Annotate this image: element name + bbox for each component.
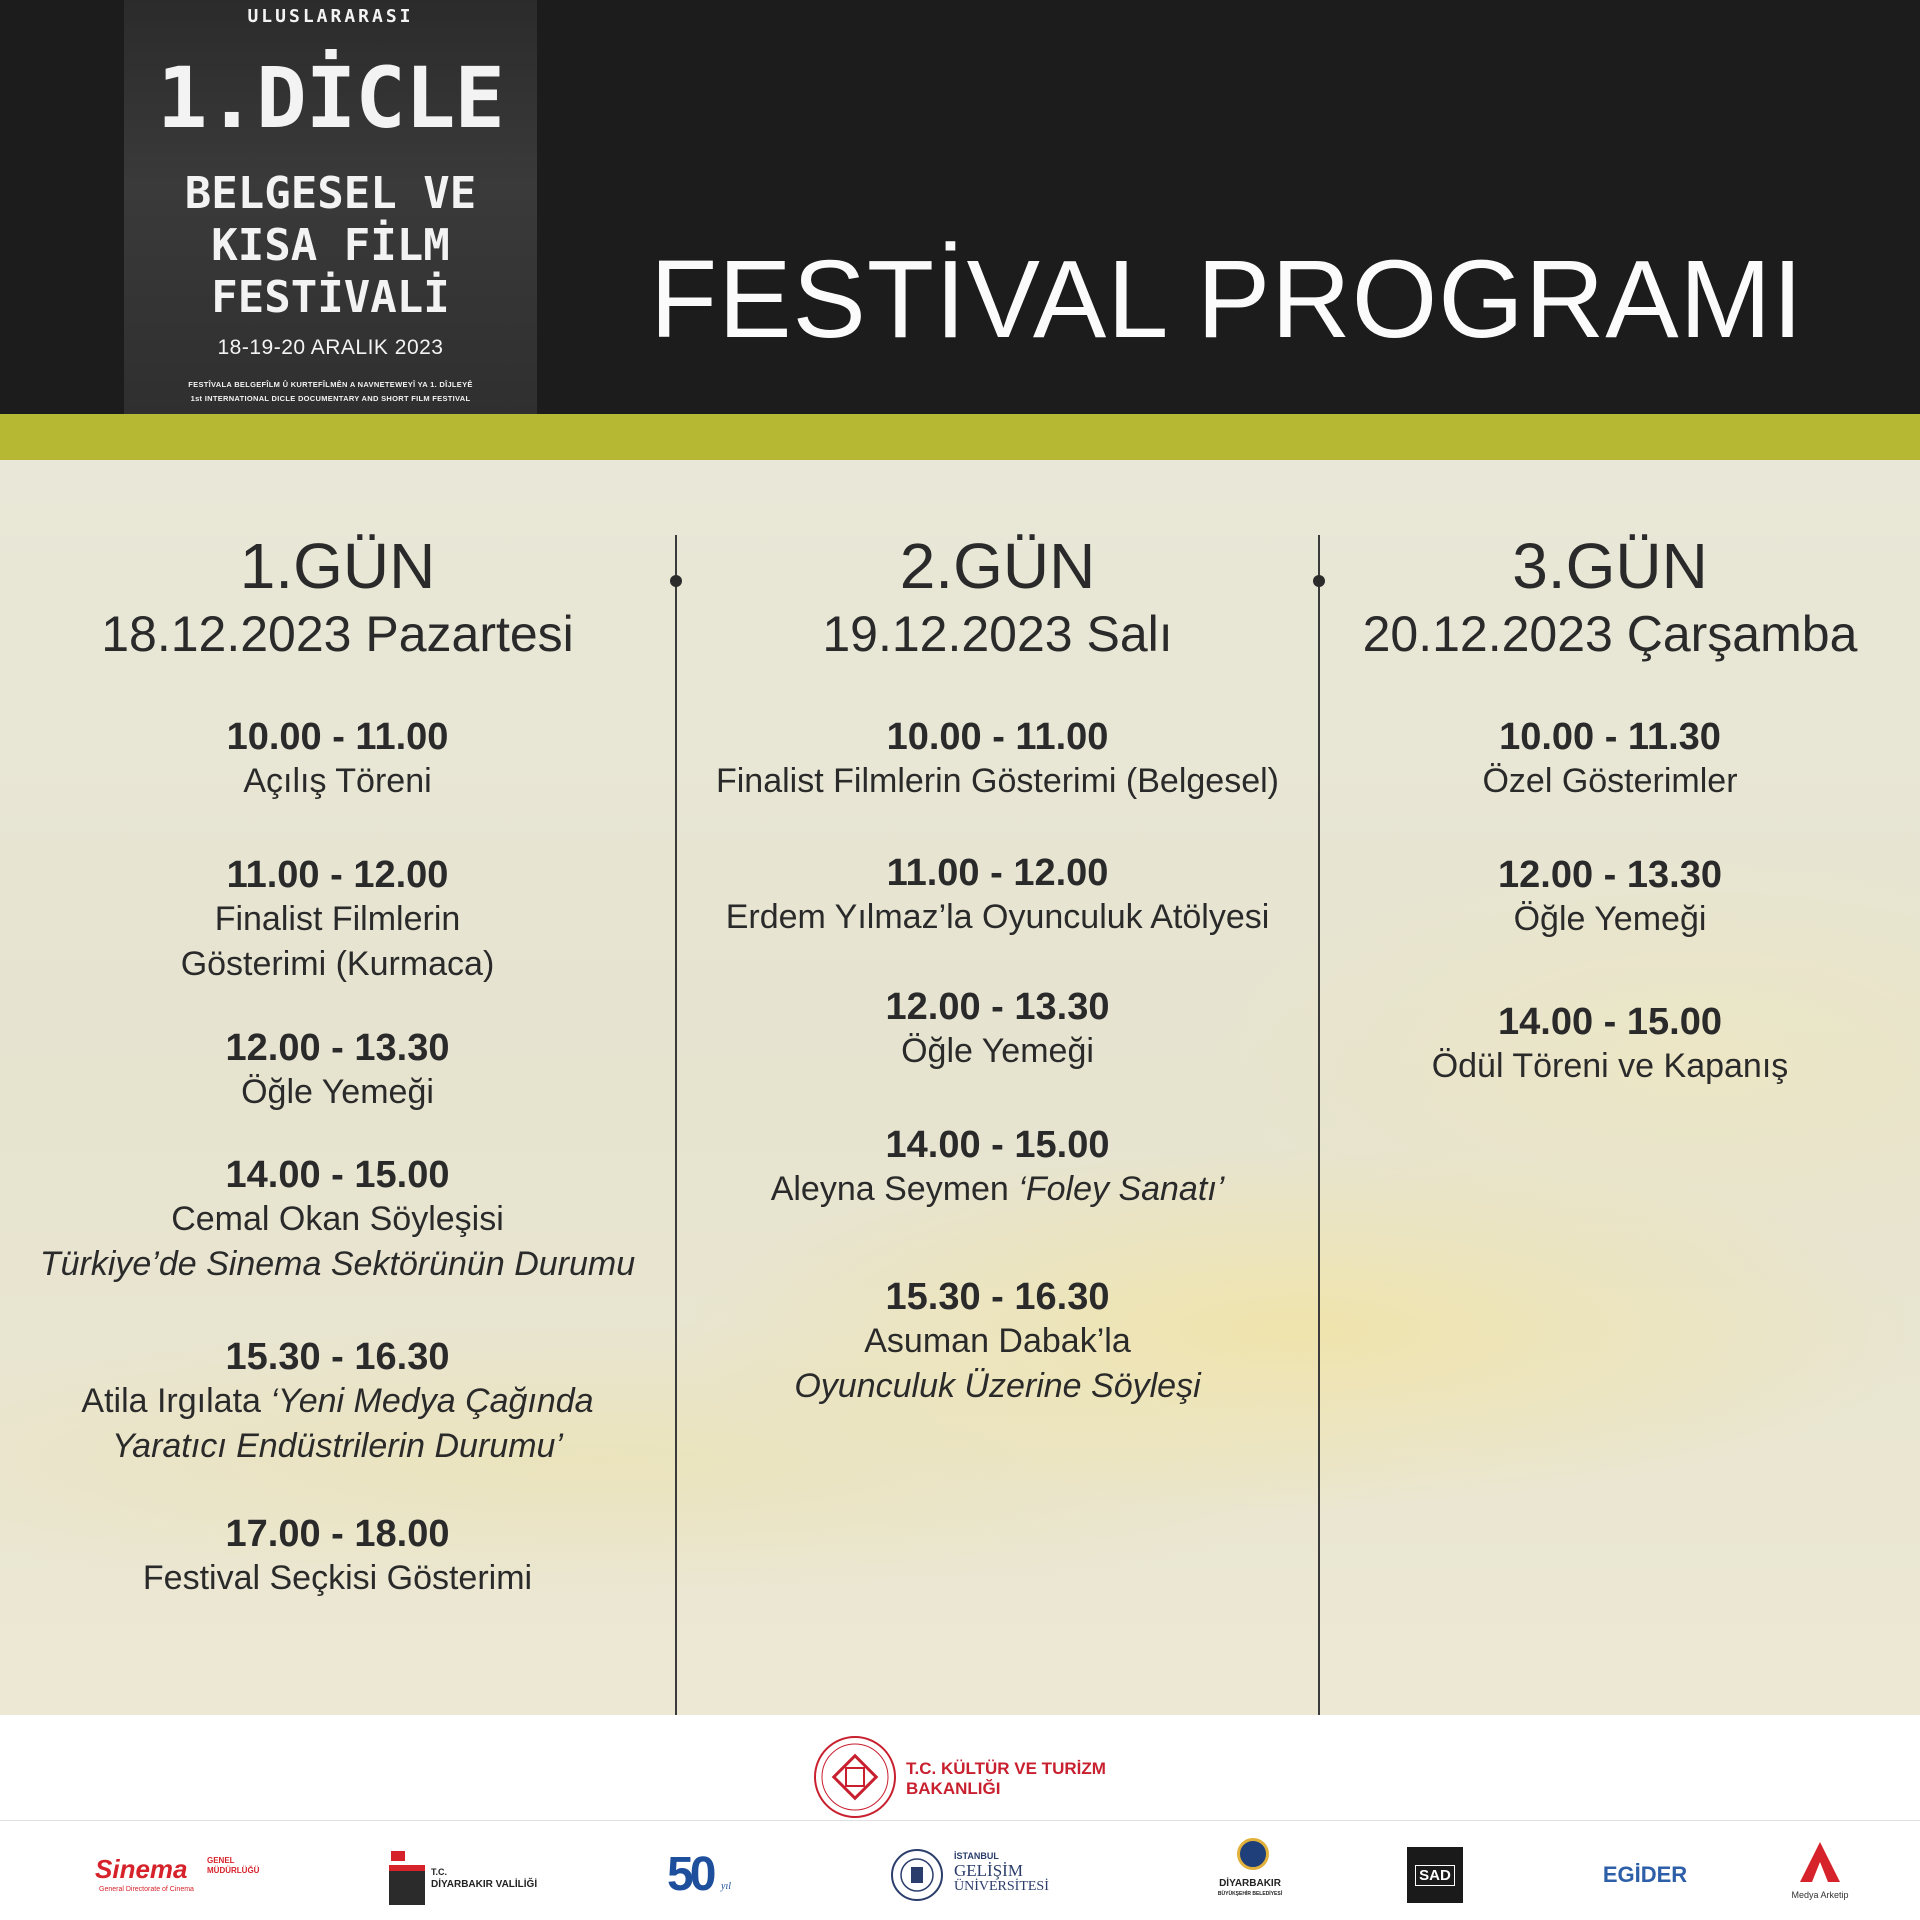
medya-text: Medya Arketip: [1791, 1890, 1849, 1900]
ministry-name-line-1: T.C. KÜLTÜR VE TURİZM: [906, 1759, 1106, 1778]
page-title: FESTİVAL PROGRAMI: [650, 238, 1804, 361]
event-time: 11.00 - 12.00: [226, 854, 449, 896]
sad-logo: [1405, 1835, 1465, 1915]
sinema-mudurlugu: MÜDÜRLÜĞÜ: [207, 1866, 260, 1875]
fifty-year-logo: [660, 1835, 750, 1915]
day-1-label: 1.GÜN: [239, 530, 436, 602]
sad-text: SAD: [1415, 1865, 1455, 1886]
day-2-events: [677, 460, 1318, 1715]
day-2-date: 19.12.2023 Salı: [822, 606, 1173, 662]
diyarbakir-emblem-icon: [1237, 1838, 1269, 1870]
event-subtitle: Yaratıcı Endüstrilerin Durumu’: [112, 1427, 563, 1465]
event-item: [677, 1123, 1318, 1212]
poster-line-3: KISA FİLM: [211, 220, 450, 271]
event-time: 14.00 - 15.00: [885, 1124, 1110, 1166]
arketip-a-icon: [1798, 1840, 1842, 1884]
fifty-sub: yıl: [721, 1881, 731, 1892]
event-title: Cemal Okan Söyleşisi: [171, 1200, 504, 1238]
event-subtitle: Oyunculuk Üzerine Söyleşi: [794, 1367, 1201, 1405]
diyarbakir-name: DİYARBAKIR: [1219, 1878, 1281, 1889]
event-title: Öğle Yemeği: [241, 1073, 434, 1111]
header: [0, 0, 1920, 416]
event-subtitle: Türkiye’de Sinema Sektörünün Durumu: [39, 1245, 636, 1283]
day-3-label: 3.GÜN: [1512, 530, 1708, 602]
ministry-logo: [810, 1727, 1130, 1827]
event-title: Ödül Töreni ve Kapanış: [1431, 1047, 1789, 1085]
event-speaker: Atila Irgılata: [81, 1382, 261, 1420]
event-item: [1320, 715, 1900, 804]
event-time: 12.00 - 13.30: [885, 986, 1110, 1028]
day-2-label: 2.GÜN: [899, 530, 1096, 602]
event-title: Festival Seçkisi Gösterimi: [142, 1559, 533, 1597]
event-time: 14.00 - 15.00: [1498, 1001, 1722, 1043]
event-time: 17.00 - 18.00: [225, 1513, 450, 1555]
event-time: 15.30 - 16.30: [885, 1276, 1110, 1318]
event-item: [0, 715, 675, 804]
event-title: Özel Gösterimler: [1482, 762, 1738, 800]
fifty-number: 50: [667, 1848, 713, 1901]
poster-main-title: 1.DİCLE: [156, 49, 504, 147]
day-1-date: 18.12.2023 Pazartesi: [101, 606, 574, 662]
event-time: 10.00 - 11.00: [886, 716, 1109, 758]
event-item: [1320, 1000, 1900, 1089]
gelisim-seal-icon: [890, 1848, 944, 1902]
event-time: 12.00 - 13.30: [1498, 854, 1722, 896]
event-subtitle: ‘Yeni Medya Çağında: [270, 1382, 594, 1420]
event-time: 10.00 - 11.30: [1499, 716, 1721, 758]
ministry-emblem-icon: [810, 1732, 900, 1822]
flag-icon: [391, 1851, 405, 1861]
event-item: [0, 1153, 675, 1287]
castle-icon: [389, 1865, 425, 1905]
valilik-logo: [385, 1835, 545, 1915]
day-3-events: [1320, 460, 1900, 1715]
event-title: Erdem Yılmaz’la Oyunculuk Atölyesi: [725, 898, 1270, 936]
event-item: [0, 1026, 675, 1115]
valilik-tc: T.C.: [431, 1867, 448, 1877]
sinema-subtitle: General Directorate of Cinema: [99, 1886, 194, 1893]
event-title: Açılış Töreni: [243, 762, 432, 800]
event-item: [677, 851, 1318, 940]
sinema-logo: [95, 1835, 275, 1915]
gelisim-city: İSTANBUL: [954, 1851, 999, 1861]
event-item: [0, 1335, 675, 1469]
program-section: [0, 460, 1920, 1715]
event-title: Öğle Yemeği: [1513, 900, 1707, 938]
poster-small-english: 1st INTERNATIONAL DICLE DOCUMENTARY AND SHORT FILM FESTIVAL: [190, 394, 471, 403]
event-title: Asuman Dabak’la: [864, 1322, 1131, 1360]
diyarbakir-logo: [1190, 1835, 1310, 1915]
egider-logo: [1590, 1835, 1700, 1915]
poster-dates: 18-19-20 ARALIK 2023: [217, 336, 444, 359]
event-item: [677, 1275, 1318, 1409]
event-speaker: Aleyna Seymen: [770, 1170, 1009, 1208]
event-time: 14.00 - 15.00: [225, 1154, 450, 1196]
diyarbakir-sub: BÜYÜKŞEHİR BELEDİYESİ: [1217, 1891, 1283, 1897]
day-3-date: 20.12.2023 Çarşamba: [1362, 606, 1858, 662]
poster-line-2: BELGESEL VE: [184, 168, 477, 219]
event-title: Finalist Filmlerin: [214, 900, 461, 938]
poster-line-4: FESTİVALİ: [211, 272, 450, 323]
gelisim-logo: [890, 1835, 1080, 1915]
event-time: 11.00 - 12.00: [886, 852, 1109, 894]
sinema-genel: GENEL: [207, 1856, 235, 1865]
ministry-name-line-2: BAKANLIĞI: [906, 1779, 1001, 1798]
day-1-events: [0, 460, 675, 1715]
event-time: 12.00 - 13.30: [225, 1027, 450, 1069]
valilik-name: DİYARBAKIR VALİLİĞİ: [431, 1879, 538, 1890]
event-title: Gösterimi (Kurmaca): [180, 945, 495, 983]
gelisim-uni: ÜNİVERSİTESİ: [954, 1879, 1049, 1894]
accent-band: [0, 414, 1920, 460]
event-item: [0, 1512, 675, 1601]
event-item: [677, 985, 1318, 1074]
event-item: [0, 853, 675, 987]
event-title: Finalist Filmlerin Gösterimi (Belgesel): [715, 762, 1279, 800]
poster-small-kurdish: FESTÎVALA BELGEFÎLM Û KURTEFÎLMÊN A NAVNETEWEYÎ YA 1. DÎJLEYÊ: [188, 380, 473, 389]
gelisim-name: GELİŞİM: [954, 1861, 1023, 1880]
event-title: Öğle Yemeği: [901, 1032, 1094, 1070]
event-title: [0, 1379, 675, 1424]
event-item: [1320, 853, 1900, 942]
poster-kicker: ULUSLARARASI: [247, 6, 414, 27]
event-time: 10.00 - 11.00: [226, 716, 449, 758]
medya-arketip-logo: [1775, 1835, 1865, 1915]
footer-divider: [0, 1820, 1920, 1821]
event-subtitle: ‘Foley Sanatı’: [1018, 1170, 1225, 1208]
event-item: [677, 715, 1318, 804]
sponsor-footer: [0, 1715, 1920, 1920]
event-title: [677, 1167, 1318, 1212]
sinema-name: Sinema: [95, 1854, 188, 1884]
festival-poster: [124, 0, 537, 414]
egider-text: EGİDER: [1602, 1862, 1688, 1887]
event-time: 15.30 - 16.30: [225, 1336, 450, 1378]
